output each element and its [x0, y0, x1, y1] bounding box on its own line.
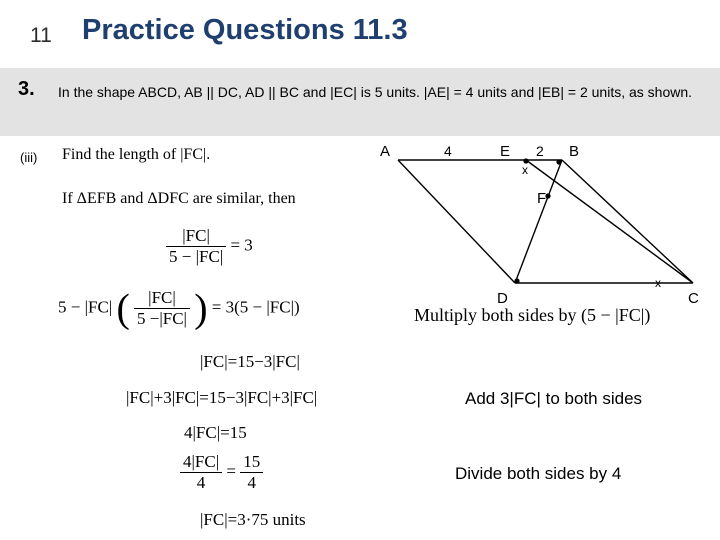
equation-7: |FC|=3·75 units — [200, 510, 306, 529]
part-task: Find the length of |FC|. — [62, 146, 211, 163]
label-e: E — [500, 143, 511, 160]
label-eb-length: 2 — [536, 143, 544, 159]
equation-4: |FC|+3|FC|=15−3|FC|+3|FC| — [126, 388, 318, 407]
eq6-rhs-numerator: 15 — [243, 452, 261, 471]
eq6-lhs-numerator: 4|FC| — [183, 452, 220, 471]
point-f — [545, 193, 550, 198]
note-divide: Divide both sides by 4 — [455, 464, 622, 483]
label-b: B — [569, 143, 580, 160]
label-f: F — [537, 190, 547, 207]
part-label: (iii) — [20, 150, 38, 165]
equation-2: 5 − |FC| ( $\frac{|FC|}{5 -|FC|}$ ) = 3(5 − |FC|) — [58, 285, 300, 331]
equation-3: |FC|=15−3|FC| — [200, 352, 300, 371]
label-c: C — [688, 290, 699, 307]
eq2-rhs: = 3(5 − |FC|) — [211, 297, 300, 317]
question-text: In the shape ABCD, AB || DC, AD || BC and |EC| is 5 units. |AE| = 4 units and |EB| = 2 units, as shown. — [58, 84, 693, 100]
eq6-rhs-denominator: 4 — [240, 472, 263, 493]
eq1-numerator: |FC| — [182, 226, 210, 245]
note-add: Add 3|FC| to both sides — [465, 389, 643, 408]
label-d: D — [497, 290, 508, 307]
side-ad — [398, 160, 515, 283]
similar-triangles-statement: If ΔEFB and ΔDFC are similar, then — [62, 190, 296, 207]
diagonal-db — [515, 160, 562, 283]
eq2-numerator: |FC| — [148, 288, 176, 307]
eq1-rhs: = 3 — [230, 235, 253, 255]
eq2-lhs-factor: 5 − |FC| — [58, 297, 113, 317]
label-angle-x-c: x — [655, 276, 661, 290]
segment-ec — [526, 160, 693, 283]
eq6-lhs-denominator: 4 — [180, 472, 222, 493]
note-multiply: Multiply both sides by (5 − |FC|) — [414, 305, 651, 325]
point-b — [556, 159, 561, 164]
equation-1 — [166, 226, 253, 267]
equation-6: $\frac{4|FC|}{4}$ = $\frac{15}{4}$ — [180, 452, 263, 493]
eq1-denominator: 5 − |FC| — [166, 246, 226, 267]
equation-5: 4|FC|=15 — [184, 423, 247, 442]
point-d — [514, 278, 519, 283]
page-title: Practice Questions 11.3 — [82, 14, 408, 46]
side-bc — [562, 160, 693, 283]
chapter-number: 11 — [30, 24, 52, 47]
label-angle-x-e: x — [522, 163, 528, 177]
label-a: A — [380, 143, 391, 160]
parallelogram-diagram — [370, 135, 710, 310]
eq2-denominator: 5 −|FC| — [134, 308, 190, 329]
question-number: 3. — [18, 78, 35, 100]
label-ae-length: 4 — [444, 143, 452, 159]
